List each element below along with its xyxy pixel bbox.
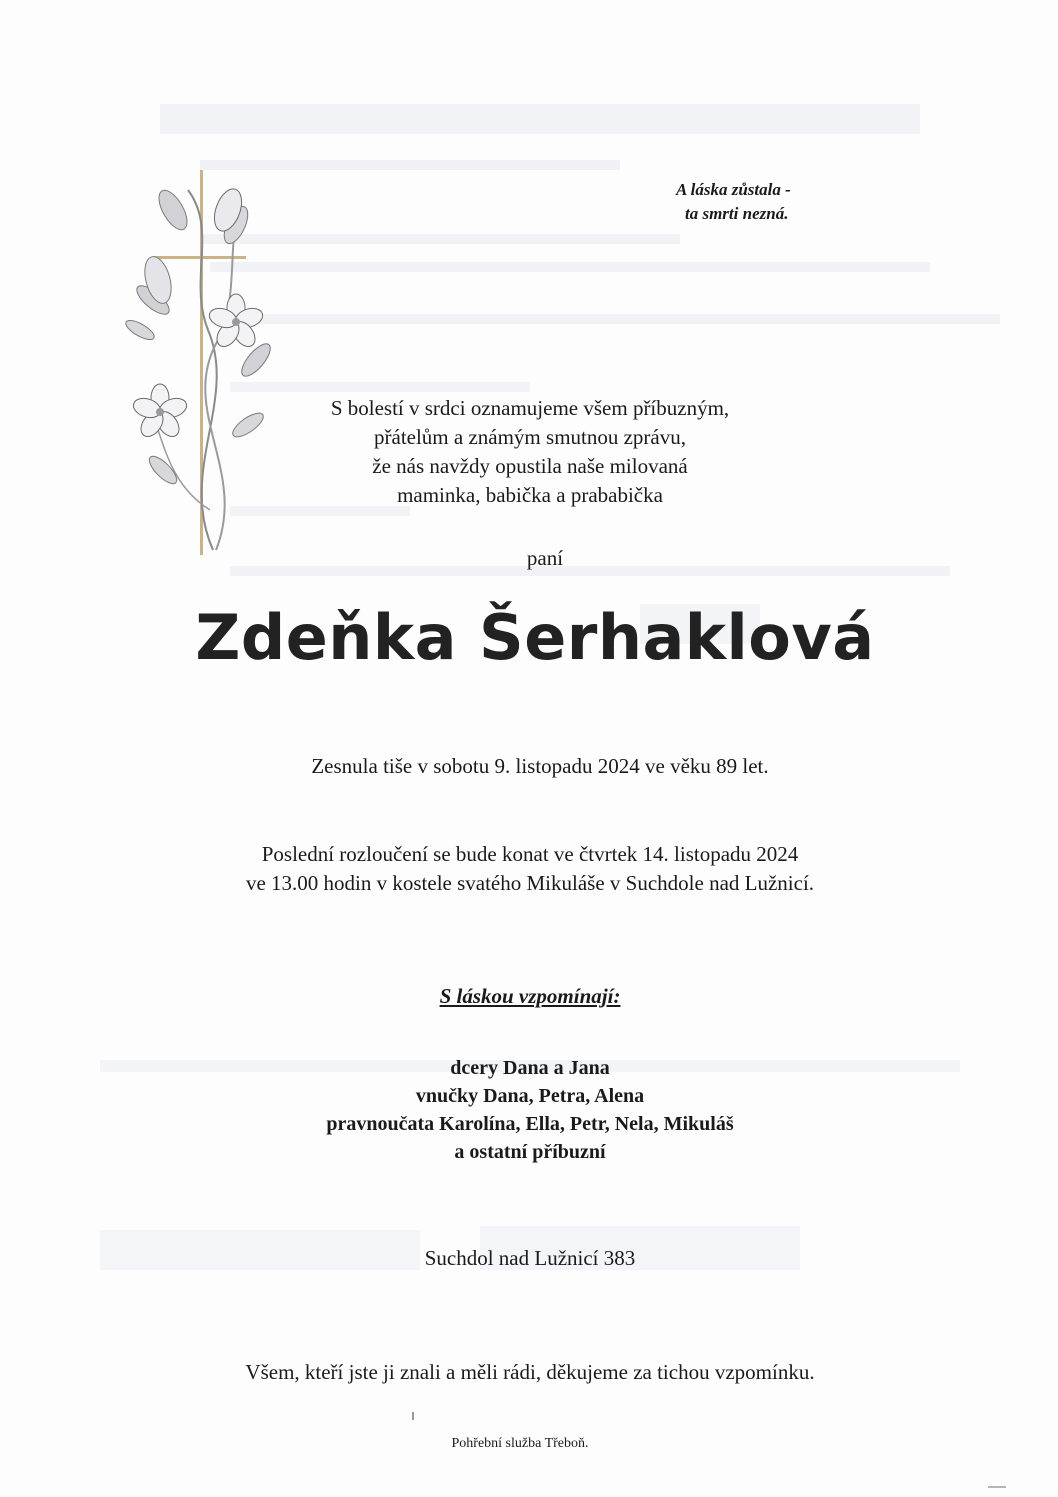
- mourners-line: a ostatní příbuzní: [454, 1141, 606, 1163]
- announcement-intro: [280, 394, 780, 510]
- cross-flower-ornament: [118, 170, 288, 560]
- death-notice: Zesnula tiše v sobotu 9. listopadu 2024 ve věku 89 let.: [311, 754, 769, 778]
- remember-heading-text: S láskou vzpomínají:: [439, 984, 621, 1008]
- bleed-through: [220, 314, 1000, 324]
- remember-heading: [380, 984, 680, 1009]
- family-address: Suchdol nad Lužnicí 383: [424, 1246, 636, 1270]
- mourners-line: vnučky Dana, Petra, Alena: [415, 1085, 645, 1107]
- intro-line: přátelům a známým smutnou zprávu,: [374, 425, 686, 449]
- funeral-service-footer: Pohřební služba Třeboň.: [451, 1436, 589, 1451]
- mourners-line: dcery Dana a Jana: [450, 1057, 610, 1079]
- motto-line: A láska zůstala -: [676, 180, 791, 199]
- bleed-through: [230, 566, 950, 576]
- honorific: paní: [526, 546, 564, 570]
- scan-speck: [412, 1412, 414, 1420]
- funeral-details: [100, 840, 960, 898]
- intro-line: S bolestí v srdci oznamujeme všem příbuzným,: [330, 396, 730, 420]
- bleed-through: [160, 104, 920, 134]
- bleed-through: [210, 262, 930, 272]
- motto: [676, 178, 876, 226]
- funeral-line: Poslední rozloučení se bude konat ve čtvrtek 14. listopadu 2024: [261, 842, 799, 866]
- intro-line: že nás navždy opustila naše milovaná: [372, 454, 688, 478]
- mourners-line: pravnoučata Karolína, Ella, Petr, Nela, Mikuláš: [326, 1113, 734, 1135]
- scan-speck: [988, 1486, 1006, 1488]
- intro-line: maminka, babička a prababička: [397, 483, 663, 507]
- deceased-name: Zdeňka Šerhaklová: [195, 601, 875, 674]
- funeral-line: ve 13.00 hodin v kostele svatého Mikuláše v Suchdole nad Lužnicí.: [245, 871, 815, 895]
- mourners-list: [180, 1054, 880, 1166]
- thanks-note: Všem, kteří jste ji znali a měli rádi, děkujeme za tichou vzpomínku.: [245, 1360, 815, 1384]
- motto-line: ta smrti nezná.: [685, 204, 789, 223]
- bleed-through: [200, 160, 620, 170]
